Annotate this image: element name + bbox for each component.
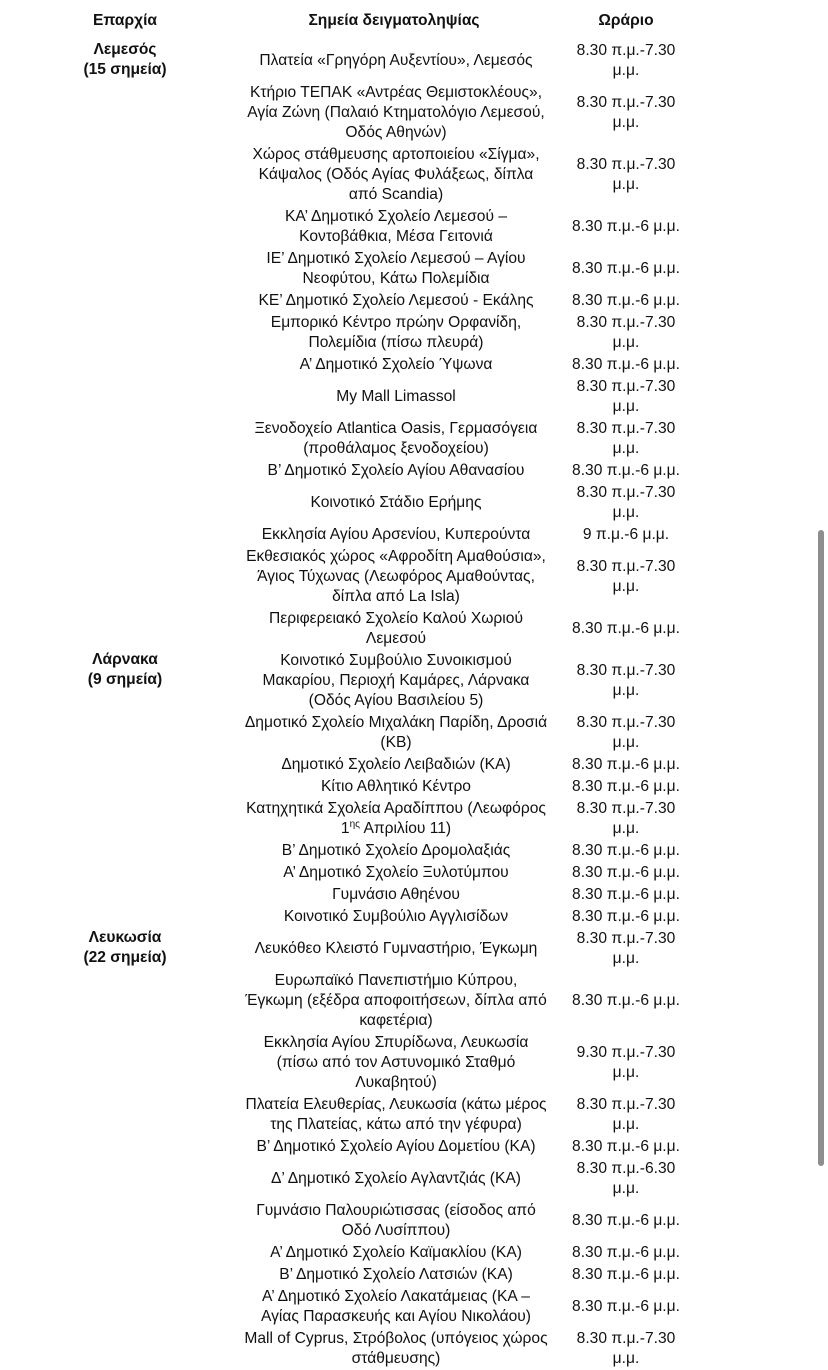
row-spacer [692, 290, 828, 312]
location-line: (προθάλαμος ξενοδοχείου) [303, 440, 489, 457]
location-line: Κίτιο Αθλητικό Κέντρο [321, 778, 471, 795]
hours-line: 8.30 π.μ.-7.30 [576, 378, 676, 395]
location-line: Κοινοτικό Συμβούλιο Αγγλισίδων [283, 908, 509, 925]
location-line: Νεοφύτου, Κάτω Πολεμίδια [302, 270, 490, 287]
row-spacer [692, 482, 828, 524]
location-cell [228, 1136, 560, 1158]
location-line: Ευρωπαϊκό Πανεπιστήμιο Κύπρου, [274, 972, 518, 989]
hours-line: 8.30 π.μ.-7.30 [576, 42, 676, 59]
location-line: στάθμευσης) [351, 1350, 441, 1367]
hours-cell [560, 1032, 692, 1094]
hours-line: 8.30 π.μ.-6.30 [576, 1160, 676, 1177]
location-line: Κοινοτικό Συμβούλιο Συνοικισμού [280, 652, 512, 669]
hours-line: 8.30 π.μ.-6 μ.μ. [572, 1266, 680, 1283]
location-line: ΚΑ’ Δημοτικό Σχολείο Λεμεσού – [284, 208, 508, 225]
hours-line: μ.μ. [612, 1180, 640, 1197]
location-cell [228, 754, 560, 776]
location-line: Έγκωμη (εξέδρα αποφοιτήσεων, δίπλα από [245, 992, 547, 1009]
scrollbar[interactable] [818, 530, 824, 1166]
location-line: Δ’ Δημοτικό Σχολείο Αγλαντζιάς (ΚΑ) [270, 1170, 521, 1187]
location-line: (Οδός Αγίου Βασιλείου 5) [308, 692, 484, 709]
row-spacer [692, 376, 828, 418]
hours-line: μ.μ. [612, 1064, 640, 1081]
hours-line: μ.μ. [612, 504, 640, 521]
hours-cell [560, 82, 692, 144]
hours-cell [560, 290, 692, 312]
location-cell [228, 1094, 560, 1136]
location-line: My Mall Limassol [336, 388, 456, 405]
row-spacer [692, 1328, 828, 1370]
hours-cell [560, 144, 692, 206]
location-line: Εκκλησία Αγίου Σπυρίδωνα, Λευκωσία [263, 1034, 529, 1051]
location-line: Μακαρίου, Περιοχή Καμάρες, Λάρνακα [262, 672, 530, 689]
location-cell [228, 650, 560, 712]
hours-cell [560, 884, 692, 906]
location-line: Κτήριο ΤΕΠΑΚ «Αντρέας Θεμιστοκλέους», [249, 84, 543, 101]
header-location: Σημεία δειγματοληψίας [308, 12, 480, 29]
location-cell [228, 40, 560, 82]
location-line: Β’ Δημοτικό Σχολείο Αγίου Αθανασίου [267, 462, 525, 479]
location-line: Λευκόθεο Κλειστό Γυμναστήριο, Έγκωμη [254, 940, 538, 957]
location-line: (ΚΒ) [380, 734, 412, 751]
location-line: Mall of Cyprus, Στρόβολος (υπόγειος χώρος [244, 1330, 548, 1347]
ordinal-suffix: ης [349, 818, 360, 830]
sampling-points-table [0, 2, 828, 1370]
location-line: Χώρος στάθμευσης αρτοποιείου «Σίγμα», [252, 146, 540, 163]
location-line: Πολεμίδια (πίσω πλευρά) [308, 334, 484, 351]
location-cell [228, 1242, 560, 1264]
location-cell [228, 1200, 560, 1242]
location-cell [228, 82, 560, 144]
row-spacer [692, 354, 828, 376]
row-spacer [692, 840, 828, 862]
hours-cell [560, 1328, 692, 1370]
location-line: Κοντοβάθκια, Μέσα Γειτονιά [299, 228, 493, 245]
hours-line: μ.μ. [612, 578, 640, 595]
hours-line: 8.30 π.μ.-6 μ.μ. [572, 1138, 680, 1155]
table-body [0, 40, 828, 1370]
location-line: της Πλατείας, κάτω από την γέφυρα) [270, 1116, 522, 1133]
hours-line: 9.30 π.μ.-7.30 [576, 1044, 676, 1061]
hours-cell [560, 40, 692, 82]
hours-line: 8.30 π.μ.-7.30 [576, 1096, 676, 1113]
location-line: Ξενοδοχείο Atlantica Oasis, Γερμασόγεια [254, 420, 538, 437]
hours-cell [560, 1200, 692, 1242]
district-cell [0, 650, 228, 928]
row-spacer [692, 460, 828, 482]
location-line: Α’ Δημοτικό Σχολείο Λακατάμειας (ΚΑ – [262, 1288, 530, 1305]
hours-cell [560, 650, 692, 712]
location-cell [228, 840, 560, 862]
location-cell [228, 248, 560, 290]
location-cell [228, 524, 560, 546]
location-line: Β’ Δημοτικό Σχολείο Αγίου Δομετίου (ΚΑ) [256, 1138, 536, 1155]
row-spacer [692, 970, 828, 1032]
hours-line: μ.μ. [612, 334, 640, 351]
location-line: (πίσω από τον Αστυνομικό Σταθμό [276, 1054, 516, 1071]
row-spacer [692, 248, 828, 290]
location-cell [228, 1328, 560, 1370]
hours-cell [560, 970, 692, 1032]
hours-line: μ.μ. [612, 820, 640, 837]
location-cell [228, 906, 560, 928]
header-spacer [692, 2, 828, 40]
location-line: ΙΕ’ Δημοτικό Σχολείο Λεμεσού – Αγίου [266, 250, 526, 267]
hours-line: 8.30 π.μ.-7.30 [576, 930, 676, 947]
hours-line: 8.30 π.μ.-7.30 [576, 484, 676, 501]
location-line: Οδό Λυσίππου) [341, 1222, 451, 1239]
location-line: Δημοτικό Σχολείο Λειβαδιών (ΚΑ) [281, 756, 511, 773]
hours-line: 8.30 π.μ.-6 μ.μ. [572, 1244, 680, 1261]
location-line: Β’ Δημοτικό Σχολείο Λατσιών (ΚΑ) [279, 1266, 513, 1283]
hours-line: μ.μ. [612, 950, 640, 967]
district-count: (22 σημεία) [83, 949, 167, 966]
hours-line: 8.30 π.μ.-6 μ.μ. [572, 886, 680, 903]
hours-cell [560, 206, 692, 248]
hours-cell [560, 906, 692, 928]
location-cell [228, 482, 560, 524]
location-line: Α’ Δημοτικό Σχολείο Ξυλοτύμπου [283, 864, 509, 881]
location-cell [228, 608, 560, 650]
hours-line: 8.30 π.μ.-7.30 [576, 420, 676, 437]
hours-cell [560, 312, 692, 354]
location-cell [228, 798, 560, 840]
hours-cell [560, 798, 692, 840]
location-line: Αγίας Παρασκευής και Αγίου Νικολάου) [261, 1308, 531, 1325]
location-cell [228, 862, 560, 884]
hours-line: 8.30 π.μ.-7.30 [576, 1330, 676, 1347]
hours-cell [560, 1264, 692, 1286]
hours-cell [560, 1094, 692, 1136]
hours-line: 8.30 π.μ.-7.30 [576, 94, 676, 111]
location-cell [228, 1264, 560, 1286]
hours-cell [560, 1136, 692, 1158]
hours-line: 8.30 π.μ.-6 μ.μ. [572, 462, 680, 479]
location-line: Εκκλησία Αγίου Αρσενίου, Κυπερούντα [261, 526, 531, 543]
location-line: Α’ Δημοτικό Σχολείο Ύψωνα [299, 356, 493, 373]
hours-line: μ.μ. [612, 1350, 640, 1367]
hours-line: μ.μ. [612, 176, 640, 193]
hours-line: 8.30 π.μ.-7.30 [576, 558, 676, 575]
hours-line: μ.μ. [612, 114, 640, 131]
location-line: Αγία Ζώνη (Παλαιό Κτηματολόγιο Λεμεσού, [247, 104, 545, 121]
hours-line: 8.30 π.μ.-6 μ.μ. [572, 260, 680, 277]
hours-line: 8.30 π.μ.-7.30 [576, 156, 676, 173]
hours-cell [560, 376, 692, 418]
location-line: Β’ Δημοτικό Σχολείο Δρομολαξιάς [281, 842, 511, 859]
hours-cell [560, 928, 692, 970]
district-count: (15 σημεία) [83, 61, 167, 78]
hours-line: μ.μ. [612, 1116, 640, 1133]
location-line: Απριλίου 11) [359, 820, 452, 837]
hours-cell [560, 840, 692, 862]
location-line: δίπλα από La Isla) [332, 588, 460, 605]
row-spacer [692, 884, 828, 906]
row-spacer [692, 712, 828, 754]
location-line: ΚΕ’ Δημοτικό Σχολείο Λεμεσού - Εκάλης [258, 292, 534, 309]
row-spacer [692, 1286, 828, 1328]
hours-line: 9 π.μ.-6 μ.μ. [582, 526, 670, 543]
hours-cell [560, 712, 692, 754]
location-cell [228, 206, 560, 248]
hours-cell [560, 460, 692, 482]
row-spacer [692, 862, 828, 884]
hours-line: μ.μ. [612, 734, 640, 751]
location-line: Κάψαλος (Οδός Αγίας Φυλάξεως, δίπλα [258, 166, 534, 183]
hours-cell [560, 482, 692, 524]
location-cell [228, 1032, 560, 1094]
location-cell [228, 970, 560, 1032]
hours-cell [560, 1286, 692, 1328]
location-line: 1 [340, 820, 350, 837]
hours-cell [560, 776, 692, 798]
row-spacer [692, 1242, 828, 1264]
row-spacer [692, 82, 828, 144]
location-cell [228, 312, 560, 354]
hours-line: μ.μ. [612, 62, 640, 79]
location-cell [228, 884, 560, 906]
location-cell [228, 460, 560, 482]
hours-line: 8.30 π.μ.-6 μ.μ. [572, 992, 680, 1009]
hours-cell [560, 608, 692, 650]
location-cell [228, 376, 560, 418]
row-spacer [692, 312, 828, 354]
sampling-points-document [0, 2, 828, 1370]
row-spacer [692, 418, 828, 460]
hours-cell [560, 248, 692, 290]
location-line: Πλατεία «Γρηγόρη Αυξεντίου», Λεμεσός [259, 52, 533, 69]
location-cell [228, 1286, 560, 1328]
hours-line: μ.μ. [612, 440, 640, 457]
hours-line: 8.30 π.μ.-6 μ.μ. [572, 842, 680, 859]
hours-line: 8.30 π.μ.-6 μ.μ. [572, 908, 680, 925]
location-line: Εμπορικό Κέντρο πρώην Ορφανίδη, [270, 314, 522, 331]
hours-line: 8.30 π.μ.-6 μ.μ. [572, 1298, 680, 1315]
hours-cell [560, 1158, 692, 1200]
row-spacer [692, 754, 828, 776]
location-cell [228, 1158, 560, 1200]
header-hours: Ωράριο [598, 12, 654, 29]
hours-line: 8.30 π.μ.-6 μ.μ. [572, 756, 680, 773]
district-count: (9 σημεία) [87, 671, 163, 688]
location-cell [228, 546, 560, 608]
location-cell [228, 144, 560, 206]
location-line: Οδός Αθηνών) [345, 124, 447, 141]
table-header-row [0, 2, 828, 40]
hours-line: 8.30 π.μ.-6 μ.μ. [572, 620, 680, 637]
table-row [0, 40, 828, 82]
hours-cell [560, 1242, 692, 1264]
district-cell [0, 928, 228, 1370]
location-line: Λυκαβητού) [355, 1074, 437, 1091]
hours-cell [560, 354, 692, 376]
hours-line: 8.30 π.μ.-7.30 [576, 714, 676, 731]
location-line: Περιφερειακό Σχολείο Καλού Χωριού [269, 610, 523, 627]
location-cell [228, 712, 560, 754]
hours-line: 8.30 π.μ.-6 μ.μ. [572, 218, 680, 235]
row-spacer [692, 650, 828, 712]
row-spacer [692, 206, 828, 248]
row-spacer [692, 1032, 828, 1094]
hours-cell [560, 546, 692, 608]
location-line: Πλατεία Ελευθερίας, Λευκωσία (κάτω μέρος [245, 1096, 547, 1113]
hours-line: 8.30 π.μ.-6 μ.μ. [572, 864, 680, 881]
table-row [0, 650, 828, 712]
hours-line: μ.μ. [612, 682, 640, 699]
location-line: Δημοτικό Σχολείο Μιχαλάκη Παρίδη, Δροσιά [244, 714, 548, 731]
location-line: από Scandia) [348, 186, 444, 203]
header-district: Επαρχία [92, 12, 158, 29]
row-spacer [692, 608, 828, 650]
hours-cell [560, 524, 692, 546]
hours-cell [560, 862, 692, 884]
row-spacer [692, 1094, 828, 1136]
row-spacer [692, 546, 828, 608]
hours-line: μ.μ. [612, 398, 640, 415]
location-cell [228, 418, 560, 460]
location-cell [228, 776, 560, 798]
row-spacer [692, 1264, 828, 1286]
location-line: Εκθεσιακός χώρος «Αφροδίτη Αμαθούσια», [246, 548, 546, 565]
hours-cell [560, 754, 692, 776]
location-cell [228, 354, 560, 376]
district-name: Λεμεσός [93, 41, 157, 58]
location-line: Γυμνάσιο Παλουριώτισσας (είσοδος από [256, 1202, 536, 1219]
row-spacer [692, 798, 828, 840]
location-cell [228, 928, 560, 970]
district-name: Λευκωσία [88, 929, 162, 946]
location-line: Κοινοτικό Στάδιο Ερήμης [310, 494, 482, 511]
row-spacer [692, 40, 828, 82]
location-line: Κατηχητικά Σχολεία Αραδίππου (Λεωφόρος [246, 800, 546, 817]
location-line: Γυμνάσιο Αθηένου [332, 886, 460, 903]
hours-line: 8.30 π.μ.-6 μ.μ. [572, 292, 680, 309]
hours-line: 8.30 π.μ.-7.30 [576, 800, 676, 817]
hours-cell [560, 418, 692, 460]
row-spacer [692, 928, 828, 970]
location-line: Άγιος Τύχωνας (Λεωφόρος Αμαθούντας, [257, 568, 535, 585]
hours-line: 8.30 π.μ.-6 μ.μ. [572, 778, 680, 795]
location-line: Α’ Δημοτικό Σχολείο Καϊμακλίου (ΚΑ) [270, 1244, 522, 1261]
district-cell [0, 40, 228, 650]
row-spacer [692, 776, 828, 798]
row-spacer [692, 1158, 828, 1200]
row-spacer [692, 1136, 828, 1158]
table-row [0, 928, 828, 970]
hours-line: 8.30 π.μ.-7.30 [576, 662, 676, 679]
row-spacer [692, 1200, 828, 1242]
district-name: Λάρνακα [92, 651, 158, 668]
hours-line: 8.30 π.μ.-6 μ.μ. [572, 356, 680, 373]
hours-line: 8.30 π.μ.-6 μ.μ. [572, 1212, 680, 1229]
row-spacer [692, 524, 828, 546]
location-line: Λεμεσού [365, 630, 427, 647]
hours-line: 8.30 π.μ.-7.30 [576, 314, 676, 331]
location-line: καφετέρια) [359, 1012, 433, 1029]
row-spacer [692, 906, 828, 928]
location-cell [228, 290, 560, 312]
row-spacer [692, 144, 828, 206]
